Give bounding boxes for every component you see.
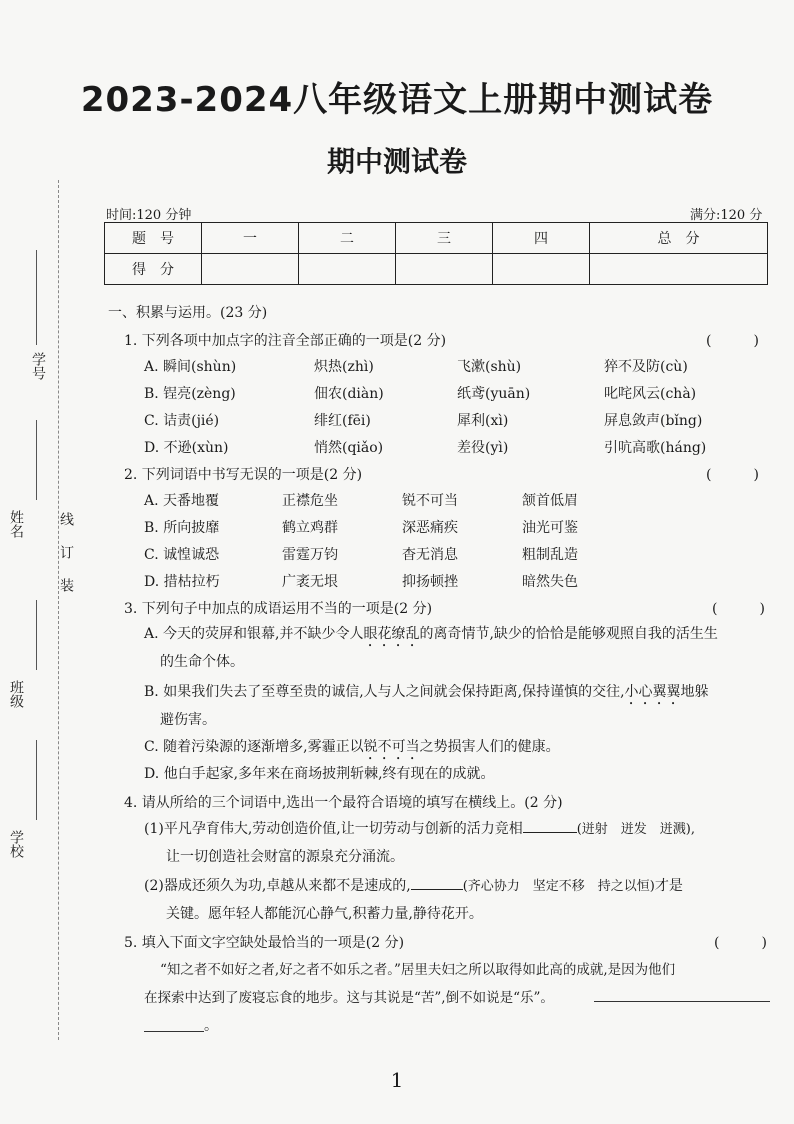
option: 颔首低眉 bbox=[522, 493, 578, 509]
exam-time: 时间:120 分钟 bbox=[106, 208, 192, 223]
option: 广袤无垠 bbox=[282, 574, 338, 590]
q5-passage-text: 在探索中达到了废寝忘食的地步。这与其说是“苦”,倒不如说是“乐”。 bbox=[144, 990, 554, 1006]
score-input-cell[interactable] bbox=[299, 254, 396, 285]
option-b-line2: 避伤害。 bbox=[160, 712, 216, 728]
question-4-stem: 4. 请从所给的三个词语中,选出一个最符合语境的填写在横线上。(2 分) bbox=[124, 795, 563, 811]
option: 雷霆万钧 bbox=[282, 547, 338, 563]
option-c-text: C. 随着污染源的逐渐增多,雾霾正以 bbox=[144, 739, 364, 755]
table-cell: 一 bbox=[202, 223, 299, 254]
dotted-idiom: 小心翼翼 bbox=[624, 684, 681, 700]
score-table-header-row bbox=[105, 223, 768, 254]
side-label-xingming: 姓名 bbox=[8, 510, 24, 538]
q4-s1-choices: (迸射 迸发 迸溅), bbox=[576, 822, 696, 837]
option: D. 措枯拉朽 bbox=[144, 574, 220, 590]
q4-s1-line2: 让一切创造社会财富的源泉充分涌流。 bbox=[166, 849, 404, 865]
q4-s1-text: (1)平凡孕育伟大,劳动创造价值,让一切劳动与创新的活力竞相 bbox=[144, 821, 523, 837]
fill-blank[interactable] bbox=[523, 818, 577, 833]
fill-blank[interactable] bbox=[411, 875, 463, 890]
question-1-stem: 1. 下列各项中加点字的注音全部正确的一项是(2 分) bbox=[124, 333, 447, 349]
answer-paren[interactable]: ( ) bbox=[712, 601, 765, 617]
page-number: 1 bbox=[390, 1068, 404, 1092]
option: 杳无消息 bbox=[402, 547, 458, 563]
option-c-text: 之势损害人们的健康。 bbox=[419, 739, 560, 755]
option-a-text: A. 今天的荧屏和银幕,并不缺少令人 bbox=[144, 626, 364, 642]
exam-subtitle: 期中测试卷 bbox=[326, 145, 467, 178]
dotted-idiom: 眼花缭乱 bbox=[363, 626, 420, 642]
xuehao-underline bbox=[36, 250, 37, 345]
q4-s2-text: (2)器成还须久为功,卓越从来都不是速成的, bbox=[144, 878, 411, 894]
option: 深恶痛疾 bbox=[402, 520, 458, 536]
option: A. 天番地覆 bbox=[144, 493, 220, 509]
table-cell: 三 bbox=[396, 223, 493, 254]
option: 鹤立鸡群 bbox=[282, 520, 338, 536]
table-cell: 得 分 bbox=[105, 254, 202, 285]
q4-s2-choices: (齐心协力 坚定不移 持之以恒) bbox=[462, 879, 655, 894]
q4-s2-text: 才是 bbox=[654, 878, 683, 894]
q5-passage-line2 bbox=[144, 984, 554, 1012]
score-input-cell[interactable] bbox=[493, 254, 590, 285]
option: 猝不及防(cù) bbox=[604, 359, 688, 375]
score-input-cell[interactable] bbox=[202, 254, 299, 285]
xingming-underline bbox=[36, 420, 37, 500]
side-label-xuexiao: 学校 bbox=[8, 830, 24, 858]
option: B. 锃亮(zèng) bbox=[144, 386, 236, 402]
option: 佃农(diàn) bbox=[314, 386, 384, 402]
option: 正襟危坐 bbox=[282, 493, 338, 509]
option: 粗制乱造 bbox=[522, 547, 578, 563]
binding-margin-line bbox=[58, 180, 59, 1040]
table-cell: 总 分 bbox=[590, 223, 768, 254]
exam-title: 2023-2024八年级语文上册期中测试卷 bbox=[80, 80, 714, 120]
score-input-cell[interactable] bbox=[396, 254, 493, 285]
option: C. 诚惶诚恐 bbox=[144, 547, 220, 563]
table-cell: 二 bbox=[299, 223, 396, 254]
option-c-line bbox=[144, 733, 560, 763]
option-a-text: 的离奇情节,缺少的恰恰是能够观照自我的活生生 bbox=[419, 626, 718, 642]
option: 悄然(qiǎo) bbox=[314, 440, 384, 456]
q5-passage-line1: “知之者不如好之者,好之者不如乐之者。”居里夫妇之所以取得如此高的成就,是因为他们 bbox=[160, 962, 676, 978]
option: 屏息敛声(bǐng) bbox=[604, 413, 703, 429]
option: B. 所向披靡 bbox=[144, 520, 220, 536]
option: 叱咤风云(chà) bbox=[604, 386, 697, 402]
score-input-cell[interactable] bbox=[590, 254, 768, 285]
side-label-xuehao: 学号 bbox=[30, 352, 46, 380]
q4-sentence-1 bbox=[144, 815, 695, 844]
fill-blank[interactable] bbox=[144, 1031, 204, 1032]
side-label-zhuang: 装 bbox=[58, 578, 74, 592]
option: 差役(yì) bbox=[457, 440, 509, 456]
exam-full-score: 满分:120 分 bbox=[690, 208, 763, 223]
answer-paren[interactable]: ( ) bbox=[706, 467, 759, 483]
option: 油光可鉴 bbox=[522, 520, 578, 536]
option: 暗然失色 bbox=[522, 574, 578, 590]
option: 纸鸢(yuān) bbox=[457, 386, 531, 402]
q4-sentence-2 bbox=[144, 872, 683, 901]
option-d-line: D. 他白手起家,多年来在商场披荆斩棘,终有现在的成就。 bbox=[144, 766, 495, 782]
option: 锐不可当 bbox=[402, 493, 458, 509]
side-label-ding: 订 bbox=[58, 545, 74, 559]
table-cell: 题 号 bbox=[105, 223, 202, 254]
option-b-text: B. 如果我们失去了至尊至贵的诚信,人与人之间就会保持距离,保持谨慎的交往, bbox=[144, 684, 625, 700]
section-heading: 一、积累与运用。(23 分) bbox=[108, 305, 268, 321]
table-cell: 四 bbox=[493, 223, 590, 254]
answer-paren[interactable]: ( ) bbox=[706, 333, 759, 349]
question-2-stem: 2. 下列词语中书写无误的一项是(2 分) bbox=[124, 467, 363, 483]
question-3-stem: 3. 下列句子中加点的成语运用不当的一项是(2 分) bbox=[124, 601, 433, 617]
option: A. 瞬间(shùn) bbox=[144, 359, 237, 375]
option-a-line2: 的生命个体。 bbox=[160, 654, 244, 670]
option: C. 诘责(jié) bbox=[144, 413, 220, 429]
option-a-line1 bbox=[144, 620, 718, 650]
option: 绯红(fēi) bbox=[314, 413, 371, 429]
side-label-xian: 线 bbox=[58, 512, 74, 526]
fill-blank[interactable] bbox=[594, 1001, 770, 1002]
question-5-stem: 5. 填入下面文字空缺处最恰当的一项是(2 分) bbox=[124, 935, 405, 951]
option: D. 不逊(xùn) bbox=[144, 440, 229, 456]
score-table-score-row bbox=[105, 254, 768, 285]
q4-s2-line2: 关键。愿年轻人都能沉心静气,积蓄力量,静待花开。 bbox=[166, 906, 483, 922]
answer-paren[interactable]: ( ) bbox=[714, 935, 767, 951]
option-b-text: 地躲 bbox=[680, 684, 709, 700]
option: 飞漱(shù) bbox=[457, 359, 522, 375]
option: 炽热(zhì) bbox=[314, 359, 374, 375]
score-table bbox=[104, 222, 768, 285]
xuexiao-underline bbox=[36, 740, 37, 820]
q5-end-punct: 。 bbox=[204, 1018, 218, 1034]
banji-underline bbox=[36, 600, 37, 670]
side-label-banji: 班级 bbox=[8, 680, 24, 708]
option: 犀利(xì) bbox=[457, 413, 509, 429]
option: 引吭高歌(háng) bbox=[604, 440, 707, 456]
option: 抑扬顿挫 bbox=[402, 574, 458, 590]
dotted-idiom: 锐不可当 bbox=[363, 739, 420, 755]
option-b-line1 bbox=[144, 678, 709, 708]
